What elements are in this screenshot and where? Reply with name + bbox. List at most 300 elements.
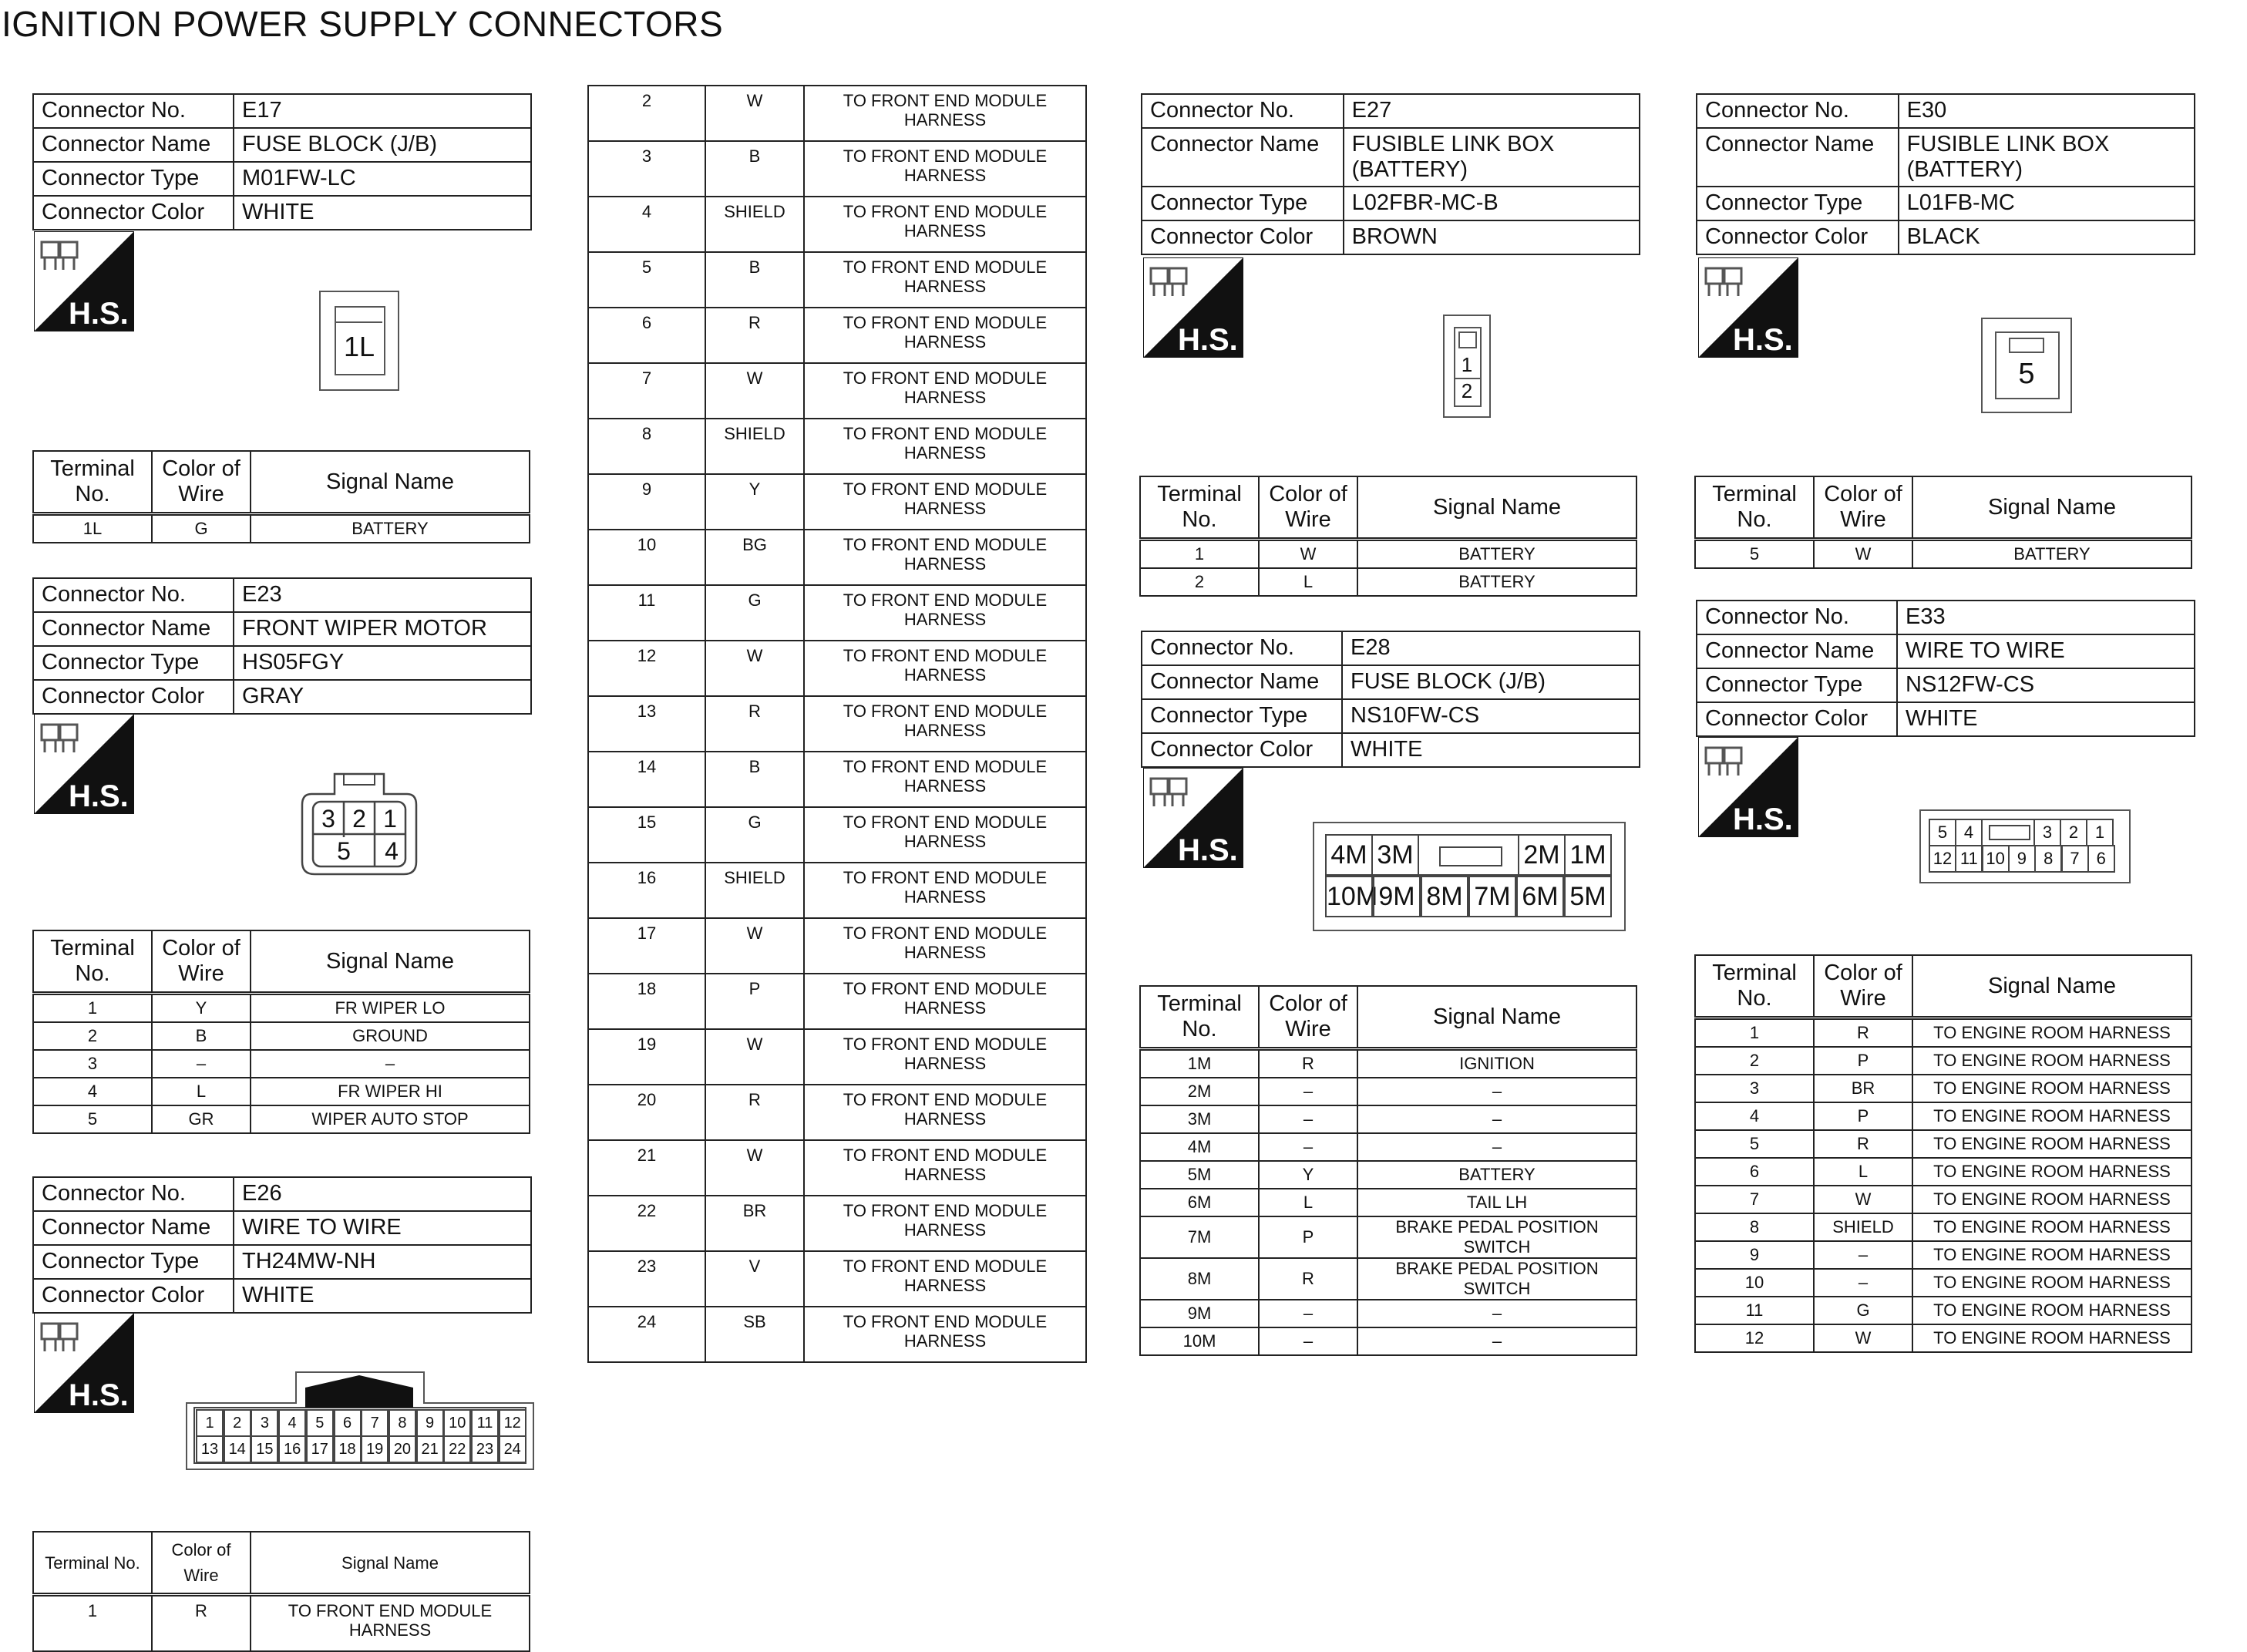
e26-pin: 8 bbox=[389, 1409, 416, 1437]
terminal-no-cell: 1L bbox=[33, 514, 152, 543]
terminal-row bbox=[1140, 1189, 1636, 1216]
e26-connector-type: TH24MW-NH bbox=[234, 1245, 531, 1279]
signal-name-cell: TO ENGINE ROOM HARNESS bbox=[1912, 1213, 2191, 1241]
wire-color-cell: – bbox=[1259, 1078, 1357, 1105]
e23-connector-type: HS05FGY bbox=[234, 646, 531, 680]
e33-pin: 4 bbox=[1955, 819, 1983, 846]
color-of-wire-header: Color of Wire bbox=[1814, 955, 1912, 1018]
e33-pin: 11 bbox=[1955, 845, 1983, 873]
wire-color-cell: BR bbox=[705, 1196, 804, 1251]
signal-name-cell: TO FRONT END MODULE HARNESS bbox=[804, 1029, 1086, 1085]
e28-key-slot bbox=[1418, 834, 1519, 876]
e23-pin-3: 3 bbox=[321, 805, 335, 833]
wire-color-cell: W bbox=[1814, 1324, 1912, 1352]
wire-color-cell: – bbox=[1259, 1327, 1357, 1355]
signal-name-cell: TO FRONT END MODULE HARNESS bbox=[804, 530, 1086, 585]
terminal-row bbox=[588, 141, 1086, 197]
e17-connector-no: E17 bbox=[234, 94, 531, 128]
e33-pin: 12 bbox=[1929, 845, 1956, 873]
wire-color-cell: R bbox=[705, 696, 804, 752]
e28-pin: 9M bbox=[1373, 876, 1421, 917]
e28-pin: 8M bbox=[1421, 876, 1468, 917]
signal-name-cell: TAIL LH bbox=[1357, 1189, 1636, 1216]
signal-name-cell: TO ENGINE ROOM HARNESS bbox=[1912, 1075, 2191, 1102]
e33-terminal-table bbox=[1694, 954, 2192, 1353]
wire-color-cell: BR bbox=[1814, 1075, 1912, 1102]
terminal-no-cell: 5 bbox=[33, 1105, 152, 1133]
signal-name-cell: TO FRONT END MODULE HARNESS bbox=[804, 974, 1086, 1029]
e30-terminal-table bbox=[1694, 476, 2192, 569]
terminal-no-cell: 4 bbox=[1695, 1102, 1814, 1130]
signal-name-header: Signal Name bbox=[1357, 986, 1636, 1049]
wire-color-cell: L bbox=[152, 1078, 251, 1105]
terminal-no-cell: 5 bbox=[1695, 1130, 1814, 1158]
terminal-no-cell: 11 bbox=[588, 585, 705, 641]
e27-connector-info bbox=[1141, 93, 1640, 255]
terminal-no-cell: 16 bbox=[588, 863, 705, 918]
signal-name-cell: TO FRONT END MODULE HARNESS bbox=[804, 807, 1086, 863]
e23-connector-no: E23 bbox=[234, 578, 531, 612]
signal-name-cell: FR WIPER LO bbox=[251, 994, 530, 1023]
e28-pin: 2M bbox=[1518, 834, 1566, 876]
terminal-row bbox=[33, 1022, 530, 1050]
terminal-no-header: Terminal No. bbox=[1695, 955, 1814, 1018]
terminal-row bbox=[588, 974, 1086, 1029]
connector-name-label: Connector Name bbox=[33, 612, 234, 646]
color-of-wire-header: Color of Wire bbox=[152, 1532, 251, 1595]
signal-name-cell: – bbox=[1357, 1078, 1636, 1105]
terminal-row bbox=[1695, 1324, 2191, 1352]
e23-connector-color: GRAY bbox=[234, 680, 531, 714]
e33-key-slot bbox=[1981, 819, 2035, 846]
e26-pin: 17 bbox=[306, 1435, 334, 1463]
wire-color-cell: SHIELD bbox=[705, 863, 804, 918]
terminal-no-cell: 3M bbox=[1140, 1105, 1259, 1133]
wire-color-cell: W bbox=[1814, 1186, 1912, 1213]
e26-pin: 5 bbox=[306, 1409, 334, 1437]
e33-pin: 2 bbox=[2060, 819, 2087, 846]
terminal-no-cell: 8 bbox=[588, 419, 705, 474]
signal-name-cell: BRAKE PEDAL POSITION SWITCH bbox=[1357, 1258, 1636, 1300]
signal-name-cell: – bbox=[251, 1050, 530, 1078]
signal-name-cell: TO ENGINE ROOM HARNESS bbox=[1912, 1047, 2191, 1075]
terminal-no-cell: 24 bbox=[588, 1307, 705, 1362]
terminal-no-cell: 1 bbox=[1140, 540, 1259, 569]
wire-color-cell: B bbox=[705, 141, 804, 197]
e26-connector-no: E26 bbox=[234, 1177, 531, 1211]
terminal-no-cell: 5 bbox=[588, 252, 705, 308]
wire-color-cell: SHIELD bbox=[705, 419, 804, 474]
signal-name-cell: TO FRONT END MODULE HARNESS bbox=[804, 863, 1086, 918]
signal-name-cell: TO FRONT END MODULE HARNESS bbox=[804, 252, 1086, 308]
connector-name-label: Connector Name bbox=[33, 1211, 234, 1245]
e23-pin-4: 4 bbox=[385, 837, 399, 865]
e28-pin: 3M bbox=[1371, 834, 1419, 876]
signal-name-cell: TO FRONT END MODULE HARNESS bbox=[804, 86, 1086, 141]
e27-connector-no: E27 bbox=[1344, 94, 1640, 128]
terminal-no-cell: 5M bbox=[1140, 1161, 1259, 1189]
terminal-no-cell: 6 bbox=[1695, 1158, 1814, 1186]
terminal-no-cell: 6M bbox=[1140, 1189, 1259, 1216]
terminal-row bbox=[588, 1029, 1086, 1085]
connector-type-label: Connector Type bbox=[33, 646, 234, 680]
terminal-no-cell: 9 bbox=[588, 474, 705, 530]
signal-name-cell: TO FRONT END MODULE HARNESS bbox=[804, 585, 1086, 641]
e27-connector-name: FUSIBLE LINK BOX (BATTERY) bbox=[1344, 128, 1640, 187]
hs-label: H.S. bbox=[1733, 802, 1793, 836]
signal-name-cell: TO ENGINE ROOM HARNESS bbox=[1912, 1324, 2191, 1352]
signal-name-header: Signal Name bbox=[251, 930, 530, 994]
wire-color-cell: – bbox=[1259, 1300, 1357, 1327]
connector-no-label: Connector No. bbox=[1142, 631, 1342, 665]
e26-pin: 4 bbox=[278, 1409, 306, 1437]
wire-color-cell: W bbox=[705, 86, 804, 141]
terminal-no-cell: 2M bbox=[1140, 1078, 1259, 1105]
hs-label: H.S. bbox=[1178, 323, 1238, 357]
e26-connector-info bbox=[32, 1176, 532, 1314]
connector-type-label: Connector Type bbox=[1697, 187, 1899, 220]
terminal-no-cell: 12 bbox=[588, 641, 705, 696]
connector-type-label: Connector Type bbox=[33, 162, 234, 196]
e28-pin: 4M bbox=[1325, 834, 1373, 876]
terminal-row bbox=[1140, 1105, 1636, 1133]
harness-side-icon bbox=[34, 714, 134, 814]
e28-pin: 7M bbox=[1468, 876, 1516, 917]
wire-color-cell: R bbox=[705, 308, 804, 363]
e33-connector-info bbox=[1696, 600, 2195, 737]
e33-pin: 8 bbox=[2034, 845, 2062, 873]
terminal-no-cell: 10 bbox=[1695, 1269, 1814, 1297]
terminal-no-cell: 8M bbox=[1140, 1258, 1259, 1300]
wire-color-cell: – bbox=[1814, 1269, 1912, 1297]
e26-pin: 3 bbox=[251, 1409, 278, 1437]
e26-pin: 1 bbox=[196, 1409, 224, 1437]
terminal-no-cell: 19 bbox=[588, 1029, 705, 1085]
wire-color-cell: L bbox=[1259, 568, 1357, 596]
terminal-no-cell: 21 bbox=[588, 1140, 705, 1196]
terminal-no-header: Terminal No. bbox=[1140, 986, 1259, 1049]
connector-color-label: Connector Color bbox=[1697, 702, 1897, 736]
terminal-no-header: Terminal No. bbox=[33, 930, 152, 994]
signal-name-cell: – bbox=[1357, 1105, 1636, 1133]
terminal-no-cell: 2 bbox=[1140, 568, 1259, 596]
e17-connector-color: WHITE bbox=[234, 196, 531, 230]
e26-pin: 9 bbox=[416, 1409, 444, 1437]
signal-name-cell: TO ENGINE ROOM HARNESS bbox=[1912, 1241, 2191, 1269]
e17-terminal-table bbox=[32, 450, 530, 543]
terminal-row bbox=[588, 474, 1086, 530]
color-of-wire-header: Color of Wire bbox=[152, 451, 251, 514]
hs-label: H.S. bbox=[1733, 323, 1793, 357]
e23-pin-1: 1 bbox=[383, 805, 397, 833]
e33-pin: 1 bbox=[2086, 819, 2114, 846]
terminal-no-cell: 1M bbox=[1140, 1049, 1259, 1078]
terminal-row bbox=[33, 1050, 530, 1078]
e28-terminal-table bbox=[1139, 985, 1637, 1356]
terminal-row bbox=[1695, 1213, 2191, 1241]
connector-color-label: Connector Color bbox=[33, 1279, 234, 1313]
wire-color-cell: P bbox=[1814, 1047, 1912, 1075]
terminal-row bbox=[588, 530, 1086, 585]
wire-color-cell: B bbox=[705, 252, 804, 308]
terminal-row bbox=[588, 1196, 1086, 1251]
signal-name-cell: BATTERY bbox=[1912, 540, 2191, 569]
terminal-row bbox=[33, 994, 530, 1023]
e23-pin-5: 5 bbox=[337, 837, 351, 865]
wire-color-cell: – bbox=[1259, 1105, 1357, 1133]
terminal-no-cell: 9 bbox=[1695, 1241, 1814, 1269]
connector-color-label: Connector Color bbox=[33, 680, 234, 714]
terminal-row bbox=[588, 1140, 1086, 1196]
wire-color-cell: G bbox=[152, 514, 251, 543]
e33-connector-face bbox=[1919, 809, 2131, 883]
signal-name-cell: TO FRONT END MODULE HARNESS bbox=[804, 1196, 1086, 1251]
terminal-row bbox=[33, 1078, 530, 1105]
signal-name-header: Signal Name bbox=[1912, 955, 2191, 1018]
e27-terminal-table bbox=[1139, 476, 1637, 597]
signal-name-cell: TO ENGINE ROOM HARNESS bbox=[1912, 1018, 2191, 1048]
e26-pin: 18 bbox=[334, 1435, 362, 1463]
terminal-row bbox=[588, 1251, 1086, 1307]
e26-pin: 2 bbox=[224, 1409, 251, 1437]
signal-name-cell: TO ENGINE ROOM HARNESS bbox=[1912, 1297, 2191, 1324]
terminal-no-cell: 4 bbox=[588, 197, 705, 252]
connector-name-label: Connector Name bbox=[1142, 665, 1342, 699]
e30-pin-5: 5 bbox=[2018, 358, 2035, 390]
e27-connector-color: BROWN bbox=[1344, 220, 1640, 254]
wire-color-cell: SB bbox=[705, 1307, 804, 1362]
connector-no-label: Connector No. bbox=[1697, 94, 1899, 128]
e23-pin-2: 2 bbox=[352, 805, 366, 833]
signal-name-cell: TO FRONT END MODULE HARNESS bbox=[804, 1140, 1086, 1196]
signal-name-header: Signal Name bbox=[251, 1532, 530, 1595]
terminal-row bbox=[1695, 1241, 2191, 1269]
e28-connector-name: FUSE BLOCK (J/B) bbox=[1342, 665, 1640, 699]
signal-name-cell: TO FRONT END MODULE HARNESS bbox=[804, 197, 1086, 252]
wire-color-cell: – bbox=[1814, 1241, 1912, 1269]
terminal-no-header: Terminal No. bbox=[1140, 476, 1259, 540]
terminal-row bbox=[588, 696, 1086, 752]
terminal-row bbox=[1695, 1102, 2191, 1130]
harness-side-icon bbox=[34, 1313, 134, 1413]
signal-name-cell: TO FRONT END MODULE HARNESS bbox=[804, 696, 1086, 752]
e26-terminal-table-continued bbox=[587, 85, 1087, 1363]
connector-name-label: Connector Name bbox=[1697, 634, 1897, 668]
page-title: IGNITION POWER SUPPLY CONNECTORS bbox=[2, 4, 724, 44]
e28-pin: 6M bbox=[1516, 876, 1564, 917]
signal-name-cell: TO FRONT END MODULE HARNESS bbox=[804, 474, 1086, 530]
signal-name-cell: TO ENGINE ROOM HARNESS bbox=[1912, 1269, 2191, 1297]
e26-connector-name: WIRE TO WIRE bbox=[234, 1211, 531, 1245]
terminal-no-cell: 7 bbox=[588, 363, 705, 419]
e26-pin: 20 bbox=[389, 1435, 416, 1463]
e30-connector-name: FUSIBLE LINK BOX (BATTERY) bbox=[1899, 128, 2195, 187]
terminal-row bbox=[1695, 1047, 2191, 1075]
wire-color-cell: SHIELD bbox=[705, 197, 804, 252]
terminal-no-header: Terminal No. bbox=[33, 451, 152, 514]
signal-name-cell: FR WIPER HI bbox=[251, 1078, 530, 1105]
connector-name-label: Connector Name bbox=[33, 128, 234, 162]
signal-name-cell: TO FRONT END MODULE HARNESS bbox=[804, 1085, 1086, 1140]
e17-pin-label: 1L bbox=[343, 331, 375, 362]
e26-pin: 23 bbox=[471, 1435, 499, 1463]
wire-color-cell: W bbox=[705, 641, 804, 696]
e27-pin-1: 1 bbox=[1461, 353, 1473, 376]
e28-connector-color: WHITE bbox=[1342, 733, 1640, 767]
terminal-no-cell: 3 bbox=[1695, 1075, 1814, 1102]
terminal-row bbox=[588, 419, 1086, 474]
terminal-row bbox=[1140, 1216, 1636, 1258]
hs-label: H.S. bbox=[69, 779, 129, 813]
terminal-no-cell: 3 bbox=[33, 1050, 152, 1078]
signal-name-header: Signal Name bbox=[1912, 476, 2191, 540]
color-of-wire-header: Color of Wire bbox=[1259, 476, 1357, 540]
terminal-row bbox=[588, 585, 1086, 641]
wire-color-cell: Y bbox=[1259, 1161, 1357, 1189]
wire-color-cell: V bbox=[705, 1251, 804, 1307]
e28-connector-no: E28 bbox=[1342, 631, 1640, 665]
wire-color-cell: L bbox=[1814, 1158, 1912, 1186]
wire-color-cell: – bbox=[152, 1050, 251, 1078]
e26-pin: 13 bbox=[196, 1435, 224, 1463]
signal-name-cell: TO ENGINE ROOM HARNESS bbox=[1912, 1130, 2191, 1158]
signal-name-header: Signal Name bbox=[251, 451, 530, 514]
terminal-row bbox=[588, 363, 1086, 419]
wire-color-cell: P bbox=[1814, 1102, 1912, 1130]
terminal-no-cell: 3 bbox=[588, 141, 705, 197]
terminal-row bbox=[1140, 540, 1636, 569]
wire-color-cell: G bbox=[705, 585, 804, 641]
e33-connector-no: E33 bbox=[1897, 601, 2195, 634]
e26-pin: 7 bbox=[361, 1409, 389, 1437]
wire-color-cell: P bbox=[1259, 1216, 1357, 1258]
e33-pin: 7 bbox=[2061, 845, 2089, 873]
connector-no-label: Connector No. bbox=[1142, 94, 1344, 128]
e30-connector-face bbox=[1981, 318, 2072, 413]
signal-name-cell: TO FRONT END MODULE HARNESS bbox=[804, 1251, 1086, 1307]
terminal-row bbox=[1140, 568, 1636, 596]
terminal-no-cell: 1 bbox=[33, 1595, 152, 1652]
terminal-no-cell: 10 bbox=[588, 530, 705, 585]
terminal-no-header: Terminal No. bbox=[1695, 476, 1814, 540]
connector-type-label: Connector Type bbox=[1697, 668, 1897, 702]
signal-name-cell: TO FRONT END MODULE HARNESS bbox=[804, 308, 1086, 363]
wire-color-cell: B bbox=[705, 752, 804, 807]
connector-color-label: Connector Color bbox=[33, 196, 234, 230]
connector-color-label: Connector Color bbox=[1142, 733, 1342, 767]
e26-terminal-table-start bbox=[32, 1531, 530, 1652]
e30-connector-info bbox=[1696, 93, 2195, 255]
terminal-no-cell: 5 bbox=[1695, 540, 1814, 569]
e28-pin: 5M bbox=[1564, 876, 1612, 917]
connector-type-label: Connector Type bbox=[1142, 699, 1342, 733]
wire-color-cell: R bbox=[152, 1595, 251, 1652]
wire-color-cell: R bbox=[705, 1085, 804, 1140]
signal-name-cell: IGNITION bbox=[1357, 1049, 1636, 1078]
terminal-row bbox=[588, 918, 1086, 974]
e23-terminal-table bbox=[32, 930, 530, 1134]
connector-no-label: Connector No. bbox=[33, 94, 234, 128]
signal-name-cell: TO FRONT END MODULE HARNESS bbox=[804, 752, 1086, 807]
e33-connector-name: WIRE TO WIRE bbox=[1897, 634, 2195, 668]
signal-name-cell: – bbox=[1357, 1133, 1636, 1161]
harness-side-icon bbox=[34, 231, 134, 331]
e28-connector-type: NS10FW-CS bbox=[1342, 699, 1640, 733]
harness-side-icon bbox=[1698, 257, 1798, 358]
e33-connector-type: NS12FW-CS bbox=[1897, 668, 2195, 702]
terminal-no-cell: 14 bbox=[588, 752, 705, 807]
e33-pin: 10 bbox=[1982, 845, 2010, 873]
e30-connector-type: L01FB-MC bbox=[1899, 187, 2195, 220]
hs-label: H.S. bbox=[69, 297, 129, 331]
terminal-row bbox=[1695, 1297, 2191, 1324]
terminal-row bbox=[1140, 1161, 1636, 1189]
signal-name-header: Signal Name bbox=[1357, 476, 1636, 540]
signal-name-cell: TO FRONT END MODULE HARNESS bbox=[251, 1595, 530, 1652]
e23-connector-info bbox=[32, 577, 532, 715]
terminal-row bbox=[1140, 1078, 1636, 1105]
terminal-no-cell: 8 bbox=[1695, 1213, 1814, 1241]
e26-pin: 22 bbox=[443, 1435, 471, 1463]
terminal-no-cell: 1 bbox=[1695, 1018, 1814, 1048]
terminal-no-cell: 23 bbox=[588, 1251, 705, 1307]
terminal-row bbox=[588, 197, 1086, 252]
wire-color-cell: G bbox=[1814, 1297, 1912, 1324]
terminal-no-cell: 12 bbox=[1695, 1324, 1814, 1352]
connector-name-label: Connector Name bbox=[1697, 128, 1899, 187]
signal-name-cell: TO FRONT END MODULE HARNESS bbox=[804, 363, 1086, 419]
e17-connector-face bbox=[319, 291, 399, 391]
color-of-wire-header: Color of Wire bbox=[1259, 986, 1357, 1049]
terminal-row bbox=[1140, 1300, 1636, 1327]
e30-connector-color: BLACK bbox=[1899, 220, 2195, 254]
terminal-no-cell: 15 bbox=[588, 807, 705, 863]
terminal-row bbox=[588, 641, 1086, 696]
terminal-row bbox=[588, 807, 1086, 863]
e26-pin: 14 bbox=[224, 1435, 251, 1463]
connector-color-label: Connector Color bbox=[1697, 220, 1899, 254]
e33-pin: 9 bbox=[2008, 845, 2036, 873]
e28-pin: 1M bbox=[1564, 834, 1612, 876]
e33-connector-color: WHITE bbox=[1897, 702, 2195, 736]
e26-pin: 21 bbox=[416, 1435, 444, 1463]
e26-pin: 19 bbox=[361, 1435, 389, 1463]
wire-color-cell: GR bbox=[152, 1105, 251, 1133]
wire-color-cell: L bbox=[1259, 1189, 1357, 1216]
hs-label: H.S. bbox=[69, 1378, 129, 1412]
wire-color-cell: W bbox=[1814, 540, 1912, 569]
wire-color-cell: SHIELD bbox=[1814, 1213, 1912, 1241]
terminal-row bbox=[1695, 540, 2191, 569]
e26-pin: 24 bbox=[499, 1435, 526, 1463]
e17-connector-name: FUSE BLOCK (J/B) bbox=[234, 128, 531, 162]
e26-pin: 10 bbox=[443, 1409, 471, 1437]
terminal-no-cell: 7M bbox=[1140, 1216, 1259, 1258]
terminal-row bbox=[1695, 1269, 2191, 1297]
signal-name-cell: – bbox=[1357, 1327, 1636, 1355]
wire-color-cell: P bbox=[705, 974, 804, 1029]
signal-name-cell: BATTERY bbox=[1357, 540, 1636, 569]
e17-connector-info bbox=[32, 93, 532, 230]
terminal-row bbox=[1695, 1186, 2191, 1213]
signal-name-cell: BATTERY bbox=[1357, 1161, 1636, 1189]
wire-color-cell: W bbox=[705, 1140, 804, 1196]
wire-color-cell: G bbox=[705, 807, 804, 863]
terminal-no-cell: 18 bbox=[588, 974, 705, 1029]
color-of-wire-header: Color of Wire bbox=[1814, 476, 1912, 540]
connector-type-label: Connector Type bbox=[33, 1245, 234, 1279]
wire-color-cell: Y bbox=[152, 994, 251, 1023]
